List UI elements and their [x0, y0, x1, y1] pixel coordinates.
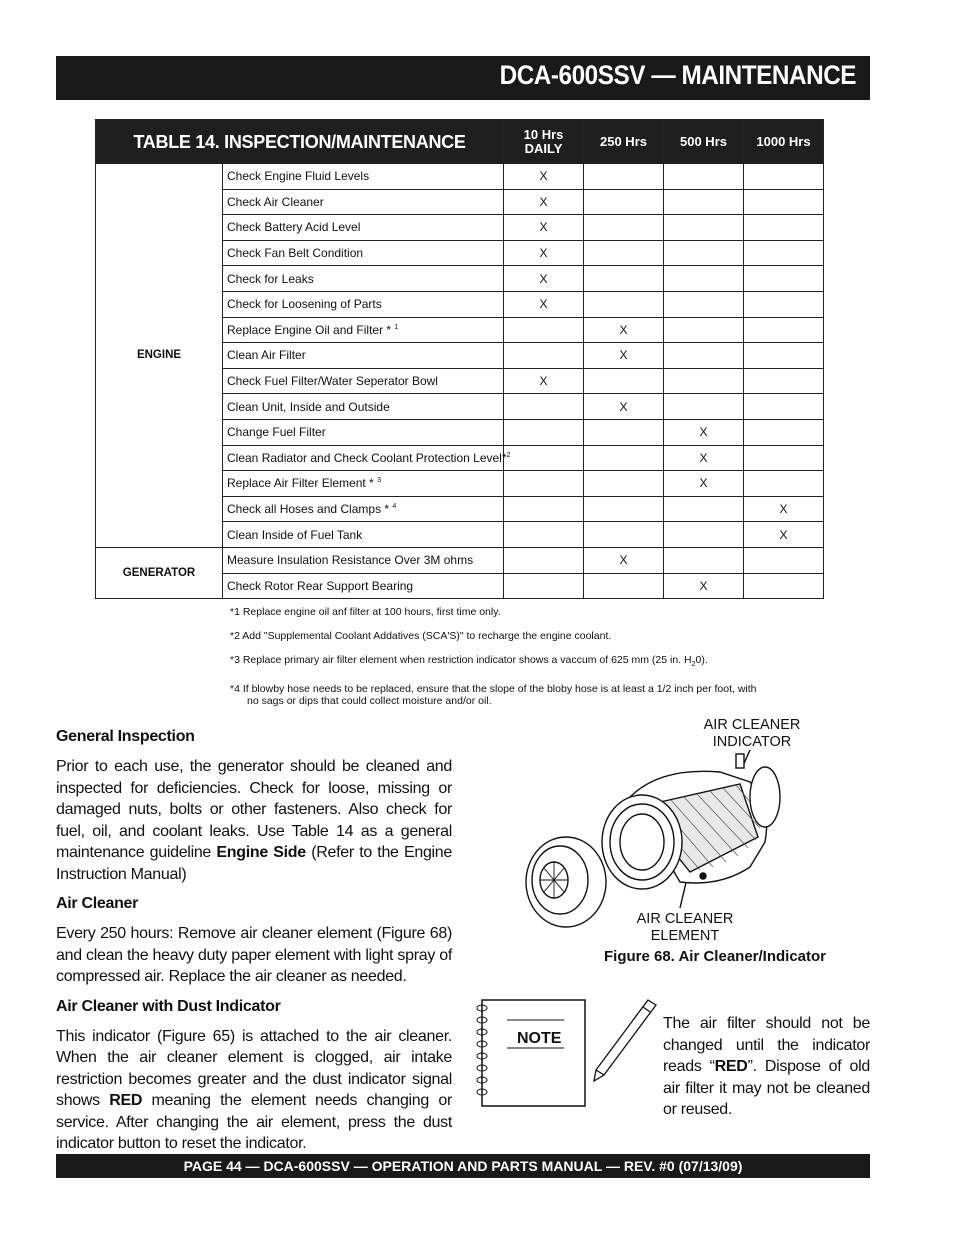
interval-mark	[504, 343, 584, 369]
footnote-4-cont: no sags or dips that could collect moisture and/or oil.	[247, 695, 492, 708]
interval-mark	[744, 240, 824, 266]
note-notebook	[472, 995, 662, 1115]
interval-mark	[664, 522, 744, 548]
footnote-2: *2 Add "Supplemental Coolant Addatives (SCA'S)" to recharge the engine coolant.	[230, 630, 612, 642]
interval-mark	[744, 266, 824, 292]
task-cell	[223, 291, 504, 317]
task-cell	[223, 547, 504, 573]
interval-mark	[744, 164, 824, 190]
col-daily-label: DAILY	[524, 140, 563, 156]
general-inspection-heading: General Inspection	[56, 728, 195, 745]
task-cell	[223, 471, 504, 497]
task-cell	[223, 343, 504, 369]
interval-mark	[664, 368, 744, 394]
note-text-part-2: ”. Dispose of old air filter it may not be cleaned or reused.	[663, 1058, 870, 1118]
pencil-icon	[594, 1000, 656, 1081]
interval-mark	[744, 394, 824, 420]
interval-mark: X	[504, 368, 584, 394]
interval-mark: X	[584, 547, 664, 573]
interval-mark	[504, 471, 584, 497]
page-header	[56, 56, 870, 100]
col-500hrs: 500 Hrs	[664, 120, 744, 164]
label-indicator-1: AIR CLEANER	[703, 717, 801, 733]
section-generator: GENERATOR	[96, 547, 223, 598]
interval-mark	[584, 266, 664, 292]
interval-mark: X	[504, 189, 584, 215]
interval-mark	[504, 573, 584, 599]
task-label: Check for Loosening of Parts	[227, 297, 382, 312]
task-label: Clean Air Filter	[227, 348, 306, 363]
dust-text-bold: RED	[109, 1092, 143, 1109]
interval-mark: X	[504, 291, 584, 317]
task-label: Check Air Cleaner	[227, 194, 324, 209]
interval-mark	[744, 343, 824, 369]
air-cleaner-text: Every 250 hours: Remove air cleaner element (Figure 68) and clean the heavy duty paper element with light spray of compressed air. Replace the air cleaner as needed.	[56, 925, 452, 985]
interval-mark: X	[584, 394, 664, 420]
air-cleaner-figure	[510, 712, 870, 972]
interval-mark: X	[744, 496, 824, 522]
figure-caption: Figure 68. Air Cleaner/Indicator	[604, 948, 827, 965]
interval-mark: X	[504, 240, 584, 266]
footnote-3	[230, 654, 820, 671]
task-cell	[223, 317, 504, 343]
task-cell	[223, 445, 511, 471]
interval-mark	[584, 291, 664, 317]
interval-mark: X	[504, 215, 584, 241]
interval-mark	[504, 317, 584, 343]
interval-mark	[584, 164, 664, 190]
task-cell	[223, 189, 504, 215]
note-text-part: The air filter should not be changed until the indicator reads “	[663, 1015, 870, 1075]
interval-mark	[664, 394, 744, 420]
task-cell	[223, 522, 504, 548]
air-cleaner-heading: Air Cleaner	[56, 895, 139, 912]
interval-mark: X	[504, 164, 584, 190]
col-250hrs: 250 Hrs	[584, 120, 664, 164]
task-footnote-ref: 4	[392, 503, 397, 511]
table-row	[96, 547, 824, 573]
interval-mark	[504, 419, 584, 445]
air-cleaner-drawing	[526, 750, 780, 927]
interval-mark	[744, 189, 824, 215]
task-label: Check all Hoses and Clamps *	[227, 502, 393, 517]
dust-indicator-heading: Air Cleaner with Dust Indicator	[56, 997, 281, 1015]
task-cell	[223, 266, 504, 292]
task-label: Check Fuel Filter/Water Seperator Bowl	[227, 374, 438, 389]
interval-mark	[584, 522, 664, 548]
left-column	[56, 728, 452, 1165]
interval-mark	[664, 240, 744, 266]
task-footnote-ref: 3	[377, 477, 381, 485]
interval-mark	[584, 419, 664, 445]
task-cell	[223, 368, 504, 394]
interval-mark	[504, 496, 584, 522]
task-label: Check Battery Acid Level	[227, 220, 361, 235]
interval-mark: X	[584, 317, 664, 343]
interval-mark	[664, 189, 744, 215]
interval-mark	[744, 547, 824, 573]
interval-mark: X	[584, 343, 664, 369]
label-element-2: ELEMENT	[650, 928, 720, 944]
task-cell	[223, 394, 504, 420]
interval-mark: X	[504, 266, 584, 292]
task-cell	[223, 164, 504, 190]
label-element-1: AIR CLEANER	[636, 911, 734, 927]
inspection-maintenance-table	[95, 119, 824, 599]
interval-mark	[664, 215, 744, 241]
task-label: Replace Air Filter Element *	[227, 476, 378, 491]
task-label: Check Engine Fluid Levels	[227, 169, 370, 184]
task-cell	[223, 215, 504, 241]
interval-mark	[744, 215, 824, 241]
task-cell	[223, 240, 504, 266]
footnote-3-end: 0).	[695, 654, 708, 666]
interval-mark	[584, 189, 664, 215]
col-1000hrs: 1000 Hrs	[744, 120, 824, 164]
table-row	[96, 164, 824, 190]
dust-text-part: This indicator (Figure 65) is attached to the air cleaner. When the air cleaner element is clogged, air intake restriction becomes greater and the dust indicator signal shows	[56, 1027, 452, 1109]
interval-mark	[744, 419, 824, 445]
interval-mark	[744, 317, 824, 343]
interval-mark: X	[664, 471, 744, 497]
footnote-3-sub: 2	[691, 661, 696, 669]
interval-mark	[664, 496, 744, 522]
dust-text-part-2: meaning the element needs changing or service. After changing the air element, press the dust indicator button to reset the indicator.	[56, 1092, 452, 1152]
interval-mark	[664, 266, 744, 292]
general-text-part-2: (Refer to the Engine Instruction Manual)	[56, 844, 453, 883]
interval-mark	[584, 573, 664, 599]
interval-mark: X	[664, 573, 744, 599]
notebook-page	[482, 1000, 585, 1106]
page-footer: PAGE 44 — DCA-600SSV — OPERATION AND PARTS MANUAL — REV. #0 (07/13/09)	[56, 1154, 870, 1178]
footnote-3-text: *3 Replace primary air filter element when restriction indicator shows a vaccum of 625 mm (25 in. H	[230, 654, 692, 666]
task-cell	[223, 573, 504, 599]
interval-mark	[504, 394, 584, 420]
section-engine: ENGINE	[96, 164, 223, 548]
col-10hrs-daily	[504, 120, 584, 164]
task-label: Measure Insulation Resistance Over 3M ohms	[227, 553, 474, 568]
task-label: Replace Engine Oil and Filter *	[227, 322, 395, 337]
interval-mark	[584, 240, 664, 266]
task-label: Clean Radiator and Check Coolant Protection Level*	[227, 450, 507, 465]
note-label: NOTE	[517, 1030, 562, 1047]
interval-mark: X	[664, 419, 744, 445]
interval-mark	[584, 471, 664, 497]
interval-mark	[504, 522, 584, 548]
interval-mark	[744, 368, 824, 394]
task-cell	[223, 419, 504, 445]
interval-mark: X	[664, 445, 744, 471]
interval-mark	[504, 547, 584, 573]
note-text-bold: RED	[714, 1058, 748, 1075]
task-label: Clean Unit, Inside and Outside	[227, 399, 390, 414]
task-label: Check Fan Belt Condition	[227, 246, 364, 261]
col-10hrs-label: 10 Hrs	[523, 126, 564, 142]
interval-mark	[744, 445, 824, 471]
footnote-1: *1 Replace engine oil anf filter at 100 hours, first time only.	[230, 606, 501, 618]
general-text-bold: Engine Side	[216, 844, 306, 861]
task-cell	[223, 496, 504, 522]
table-title: TABLE 14. INSPECTION/MAINTENANCE	[96, 120, 504, 164]
interval-mark	[664, 317, 744, 343]
task-footnote-ref: 2	[506, 451, 511, 459]
interval-mark	[744, 471, 824, 497]
interval-mark	[504, 445, 584, 471]
interval-mark	[664, 343, 744, 369]
label-indicator-2: INDICATOR	[712, 734, 792, 750]
page-title: DCA-600SSV — MAINTENANCE	[499, 60, 856, 90]
dust-indicator-text	[56, 1026, 452, 1155]
interval-mark	[584, 496, 664, 522]
footnote-4	[230, 683, 820, 707]
task-footnote-ref: 1	[394, 323, 399, 331]
interval-mark	[664, 164, 744, 190]
interval-mark	[584, 215, 664, 241]
interval-mark	[584, 445, 664, 471]
task-label: Clean Inside of Fuel Tank	[227, 527, 363, 542]
footnote-4-text: *4 If blowby hose needs to be replaced, ensure that the slope of the bloby hose is at least a 1/2 inch per foot, with	[230, 683, 757, 696]
general-text-part: Prior to each use, the generator should be cleaned and inspected for deficiencies. Check for loose, missing or damaged nuts, bolts or other fasteners. Also check for fuel, oil, and coolant leaks. Use Table 14 as a general maintenance guideline	[56, 758, 452, 861]
general-inspection-text	[56, 756, 452, 885]
task-label: Change Fuel Filter	[227, 425, 326, 440]
interval-mark: X	[744, 522, 824, 548]
note-text	[663, 1013, 870, 1121]
task-label: Check Rotor Rear Support Bearing	[227, 578, 414, 593]
interval-mark	[664, 291, 744, 317]
footnotes	[230, 606, 820, 719]
interval-mark	[584, 368, 664, 394]
interval-mark	[744, 291, 824, 317]
interval-mark	[664, 547, 744, 573]
task-label: Check for Leaks	[227, 271, 314, 286]
interval-mark	[744, 573, 824, 599]
